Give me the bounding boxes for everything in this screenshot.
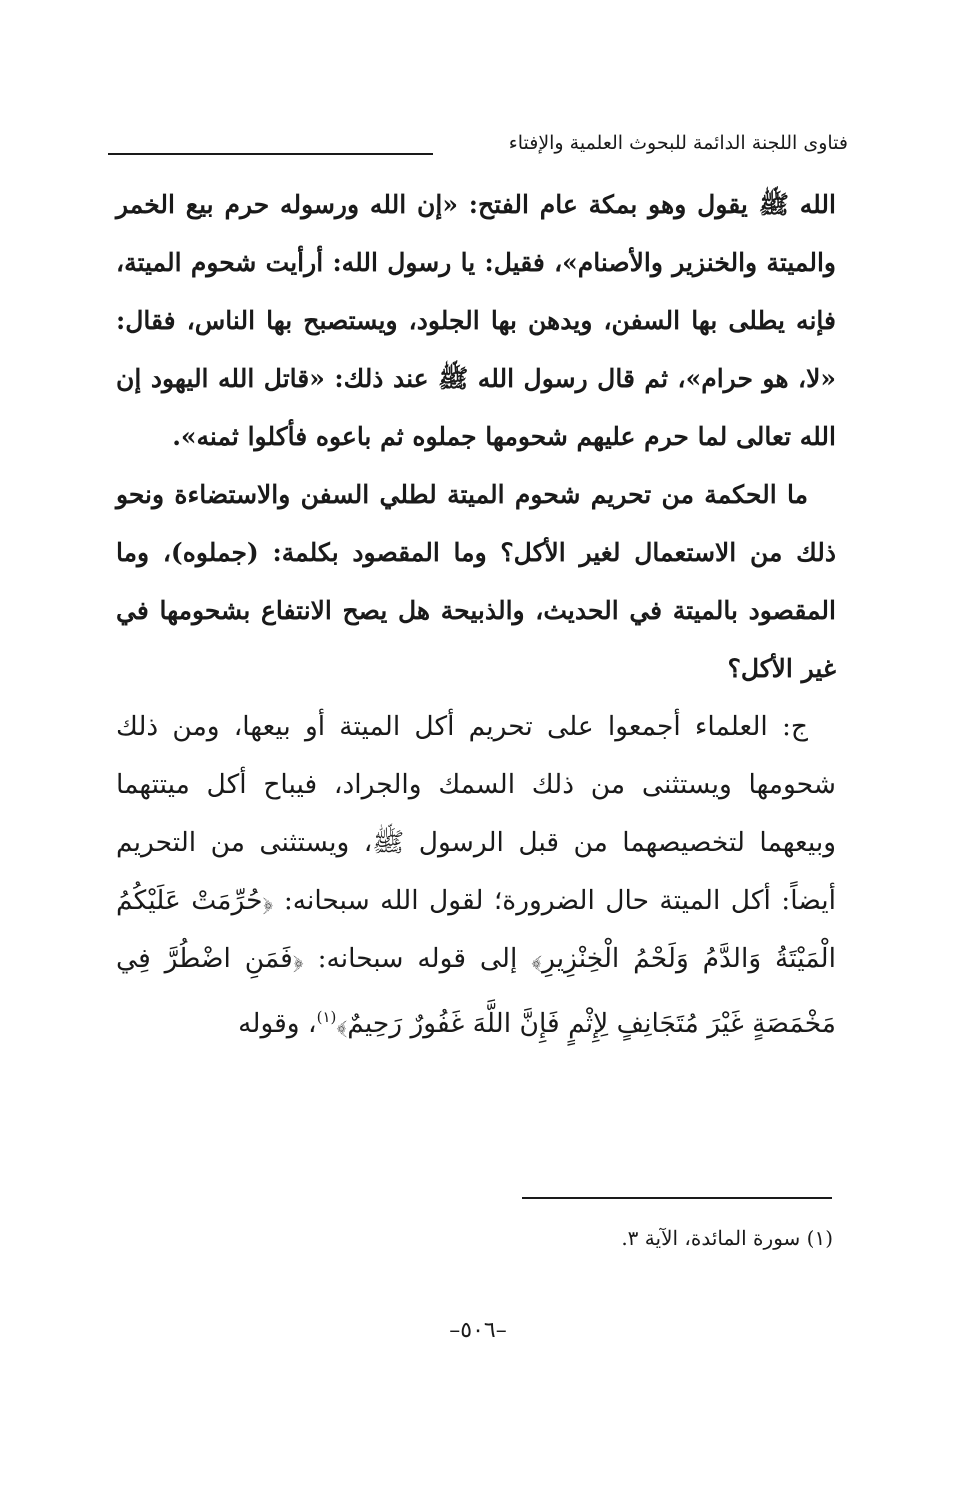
header-rule	[108, 153, 433, 155]
running-header	[108, 128, 848, 168]
quran-verse-2: ﴿فَمَنِ اضْطُرَّ فِي مَخْمَصَةٍ غَيْرَ مُتَجَانِفٍ لِإِثْمٍ فَإِنَّ اللَّهَ غَفُورٌ رَحِيمٌ﴾	[116, 943, 836, 1039]
page-body	[116, 176, 836, 1053]
footnote-marker: (١)	[316, 1008, 337, 1026]
page-number: –٥٠٦–	[449, 1318, 507, 1343]
book-title: فتاوى اللجنة الدائمة للبحوث العلمية والإفتاء	[508, 132, 848, 154]
question-paragraph: ما الحكمة من تحريم شحوم الميتة لطلي السفن والاستضاءة ونحو ذلك من الاستعمال لغير الأكل؟ وما المقصود بكلمة: (جملوه)، وما المقصود بالميتة في الحديث، والذبيحة هل يصح الانتفاع بشحومها في غير الأكل؟	[116, 480, 836, 683]
answer-text: ج: العلماء أجمعوا على تحريم أكل الميتة أو بيعها، ومن ذلك شحومها ويستثنى من ذلك السمك والجراد، فيباح أكل ميتتهما وبيعهما لتخصيصهما من قبل الرسول ﷺ، ويستثنى من التحريم أيضاً: أكل الميتة حال الضرورة؛ لقول الله سبحانه:	[116, 711, 837, 916]
quran-verse-1: ﴿حُرِّمَتْ عَلَيْكُمُ الْمَيْتَةُ وَالدَّمُ وَلَحْمُ الْخِنْزِيرِ﴾	[116, 885, 836, 974]
answer-mid-text: إلى قوله سبحانه:	[303, 943, 532, 974]
footnote: (١) سورة المائدة، الآية ٣.	[621, 1226, 833, 1250]
hadith-paragraph: الله ﷺ يقول وهو بمكة عام الفتح: «إن الله ورسوله حرم بيع الخمر والميتة والخنزير والأصنام»، فقيل: يا رسول الله: أرأيت شحوم الميتة، فإنه يطلى بها السفن، ويدهن بها الجلود، ويستصبح بها الناس، فقال: «لا، هو حرام»، ثم قال رسول الله ﷺ عند ذلك: «قاتل الله اليهود إن الله تعالى لما حرم عليهم شحومها جملوه ثم باعوه فأكلوا ثمنه».	[116, 190, 837, 451]
answer-paragraph	[116, 698, 836, 1053]
answer-end-text: ، وقوله	[238, 1007, 317, 1039]
footnote-rule	[522, 1197, 832, 1199]
